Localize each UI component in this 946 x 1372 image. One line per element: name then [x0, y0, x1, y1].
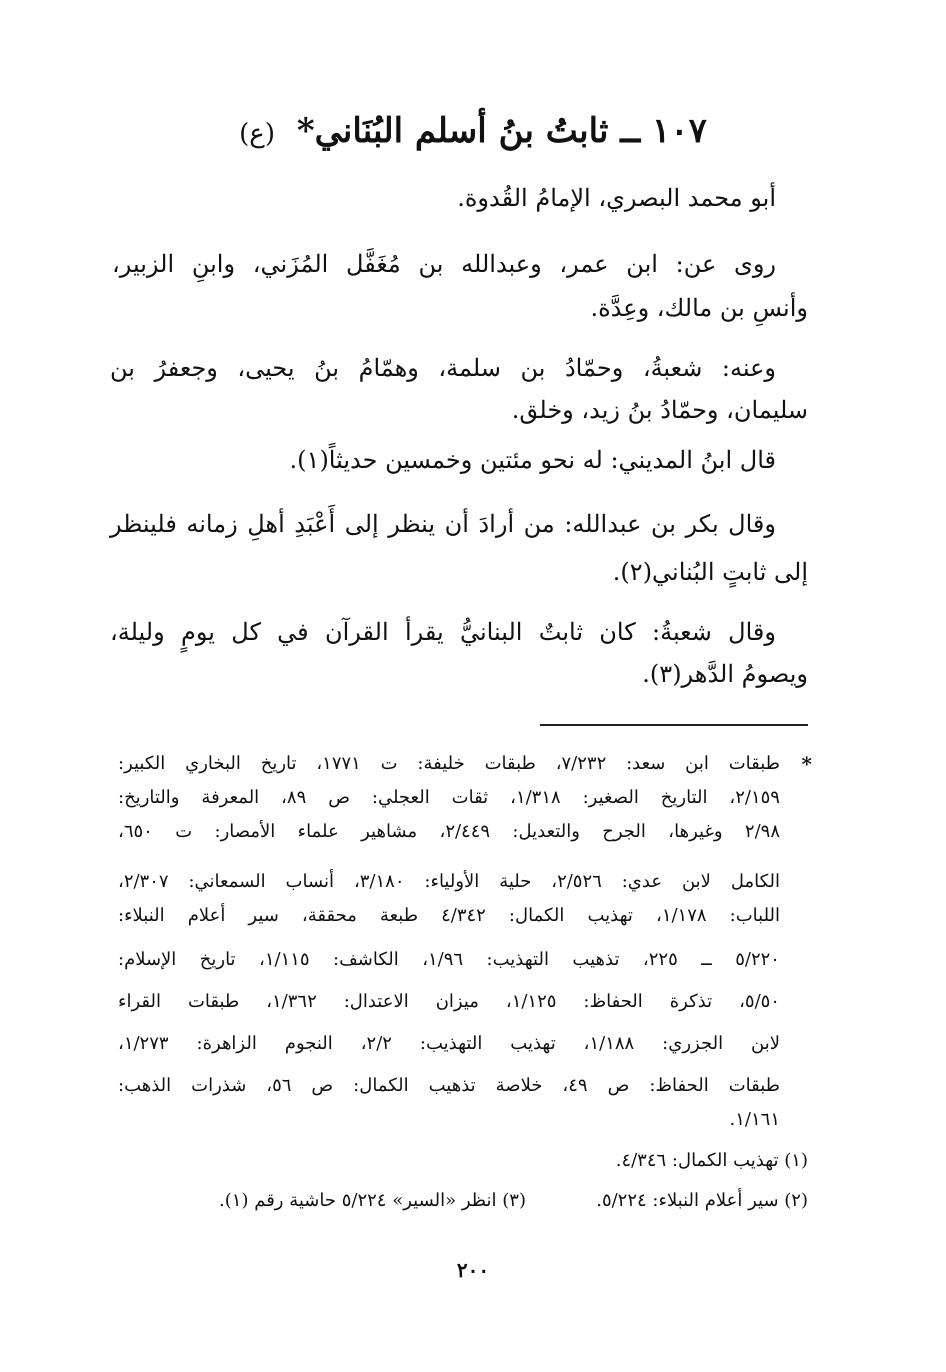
footnote-line: الكامل لابن عدي: ٢/٥٢٦، حلية الأولياء: ٣/١٨٠، أنساب السمعاني: ٢/٣٠٧، [118, 871, 781, 892]
footnote-2: (٢) سير أعلام النبلاء: ٥/٢٢٤. [596, 1190, 808, 1211]
footnote-line: ٥/٥٠، تذكرة الحفاظ: ١/١٢٥، ميزان الاعتدال: ١/٣٦٢، طبقات القراء [118, 991, 780, 1012]
footnote-line: اللباب: ١/١٧٨، تهذيب الكمال: ٤/٣٤٢ طبعة محققة، سير أعلام النبلاء: [118, 905, 781, 926]
footnote-line: لابن الجزري: ١/١٨٨، تهذيب التهذيب: ٢/٢، النجوم الزاهرة: ١/٢٧٣، [118, 1033, 780, 1054]
body-line: وقال شعبةُ: كان ثابتٌ البنانيُّ يقرأ القرآن في كل يومٍ وليلة، [110, 618, 776, 646]
body-line: وأنسِ بن مالك، وعِدَّة. [590, 294, 808, 322]
body-line: روى عن: ابن عمر، وعبدالله بن مُغَفَّل المُزَني، وابنِ الزبير، [112, 250, 776, 278]
footnote-3: (٣) انظر «السير» ٥/٢٢٤ حاشية رقم (١). [219, 1190, 526, 1211]
footnote-line: ٢/٩٨ وغيرها، الجرح والتعديل: ٢/٤٤٩، مشاهير علماء الأمصار: ت ٦٥٠، [118, 821, 780, 842]
footnote-line: طبقات ابن سعد: ٧/٢٣٢، طبقات خليفة: ت ١٧٧١، تاريخ البخاري الكبير: [118, 753, 780, 774]
body-line: ويصومُ الدَّهر(٣). [642, 660, 808, 688]
entry-symbol: (ع) [239, 119, 275, 149]
body-line: وقال بكر بن عبدالله: من أرادَ أن ينظر إلى أَعْبَدِ أهلِ زمانه فلينظر [110, 510, 776, 538]
footnote-line: ٥/٢٢٠ ــ ٢٢٥، تذهيب التهذيب: ١/٩٦، الكاشف: ١/١١٥، تاريخ الإسلام: [118, 949, 780, 970]
entry-title [120, 108, 826, 157]
body-line: وعنه: شعبةُ، وحمّادُ بن سلمة، وهمّامُ بنُ يحيى، وجعفرُ بن [110, 354, 776, 382]
footnote-marker: * [801, 752, 812, 776]
footnote-line: طبقات الحفاظ: ص ٤٩، خلاصة تذهيب الكمال: ص ٥٦، شذرات الذهب: [118, 1075, 780, 1096]
footnote-line: ٢/١٥٩، التاريخ الصغير: ١/٣١٨، ثقات العجلي: ص ٨٩، المعرفة والتاريخ: [118, 787, 780, 808]
entry-name: ثابتُ بنُ أسلم البُنَاني* [296, 111, 609, 151]
page-number: ٢٠٠ [456, 1258, 490, 1282]
footnote-separator [540, 724, 808, 726]
footnote-1: (١) تهذيب الكمال: ٤/٣٤٦. [615, 1150, 808, 1171]
entry-number: ١٠٧ ــ [620, 111, 707, 151]
body-line: سليمان، وحمّادُ بنُ زيد، وخلق. [511, 396, 808, 424]
body-line: قال ابنُ المديني: له نحو مئتين وخمسين حديثاً(١). [289, 446, 776, 474]
footnote-line: ١/١٦١. [729, 1109, 780, 1130]
body-line: أبو محمد البصري، الإمامُ القُدوة. [457, 184, 776, 212]
body-line: إلى ثابتٍ البُناني(٢). [612, 558, 808, 586]
